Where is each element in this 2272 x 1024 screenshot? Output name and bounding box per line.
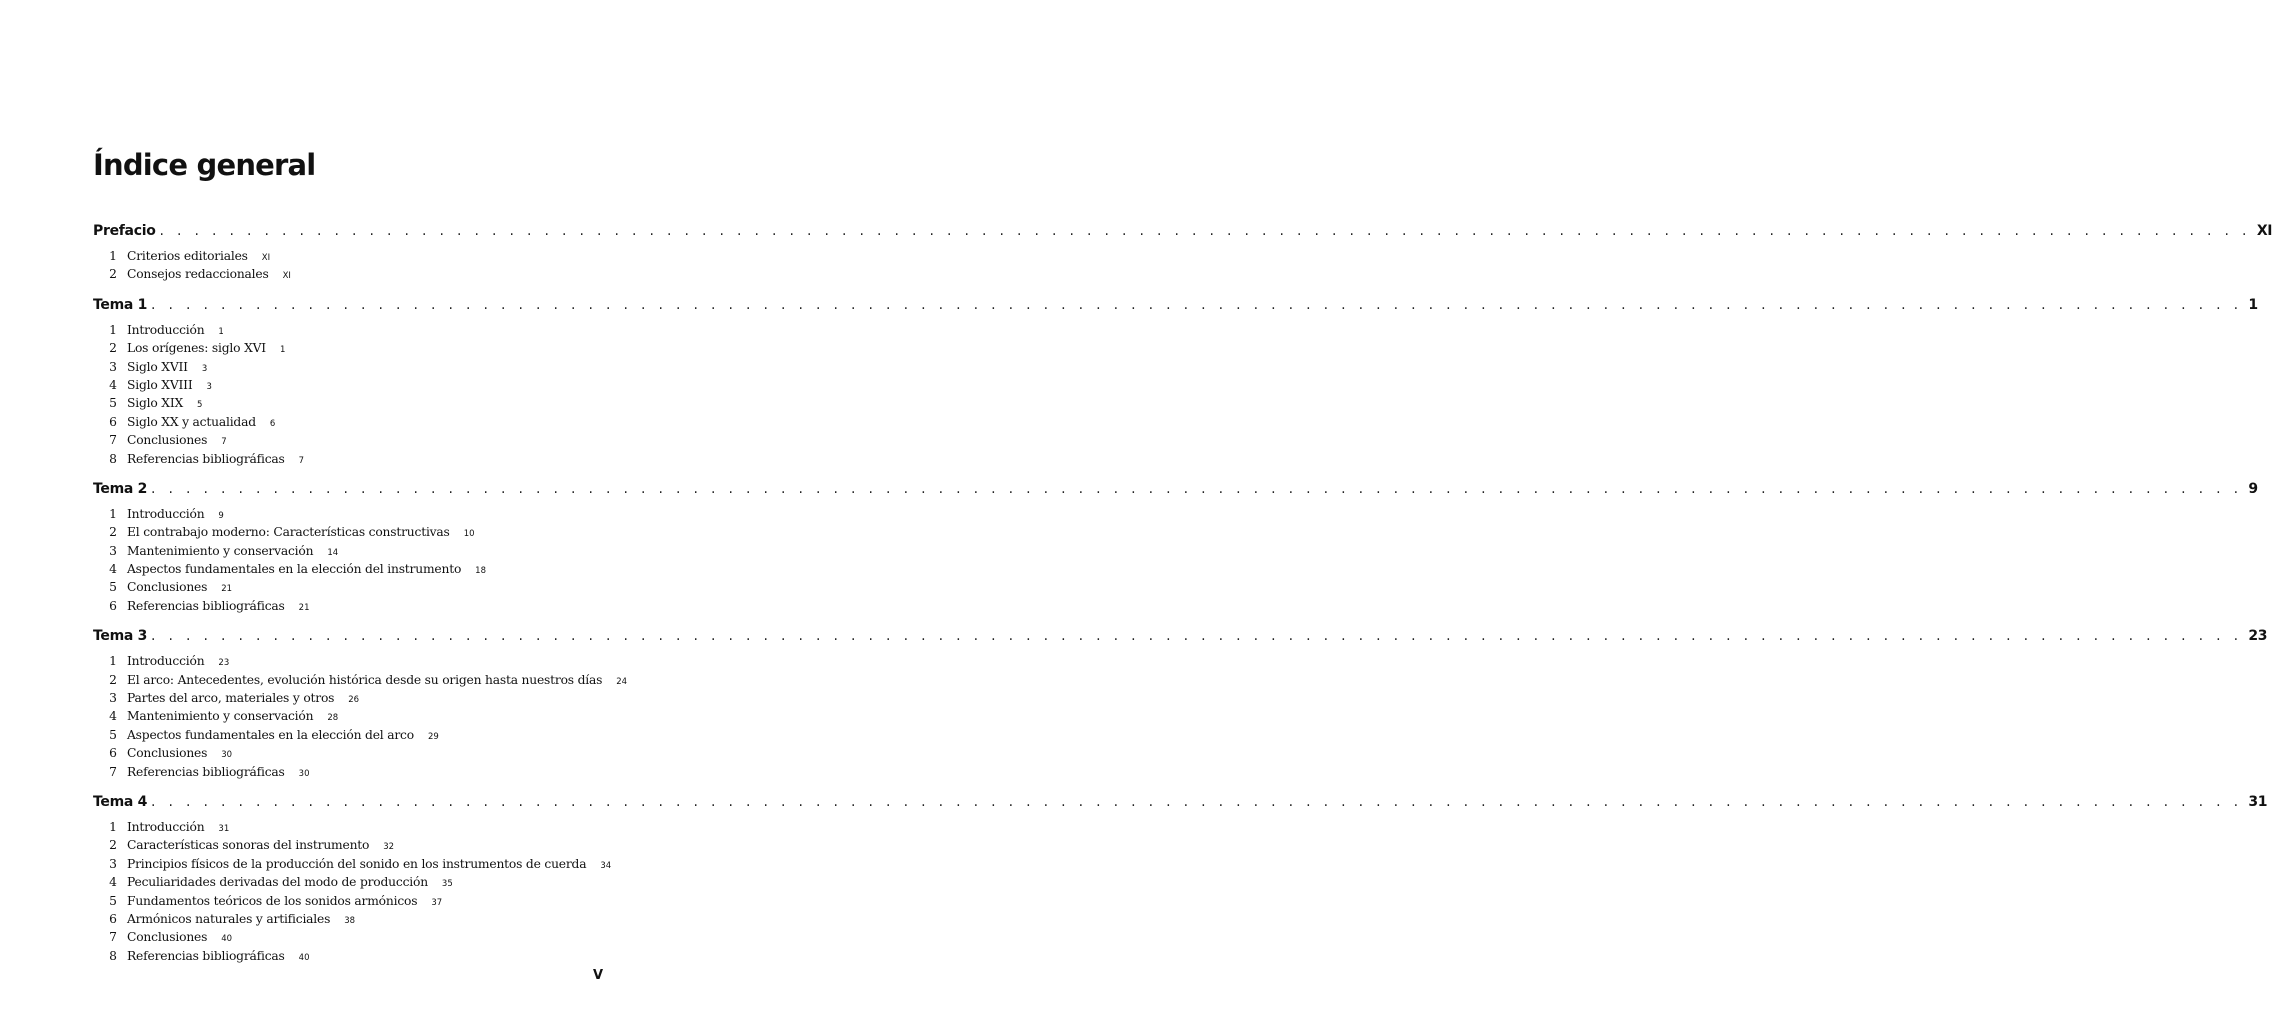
entry-title: Características sonoras del instrumento [127,838,370,853]
entry-title: Conclusiones [127,930,208,945]
entry-page-number: 18 [475,566,486,577]
toc-entry[interactable] [93,838,603,856]
toc-entry[interactable] [93,746,603,764]
toc-section [93,223,2272,286]
entry-title: Peculiaridades derivadas del modo de producción [127,875,428,890]
entry-page-number: 23 [218,658,230,669]
entry-number: 2 [109,341,117,356]
chapter-title: Tema 3 [93,628,148,645]
entry-page-number: 6 [269,418,276,429]
toc-entry[interactable] [93,360,603,378]
entry-page-number: 21 [221,584,233,595]
entry-page-number: XI [282,271,291,282]
chapter-page-number: 23 [2248,628,2268,645]
entry-number: 5 [109,893,117,908]
toc-entry[interactable] [93,599,603,617]
toc-entry[interactable] [93,507,603,525]
entry-number: 3 [109,359,117,374]
entry-title: Aspectos fundamentales en la elección del instrumento [127,562,462,577]
chapter-entry[interactable] [93,296,2258,323]
toc-entry[interactable] [93,728,603,746]
entry-number: 4 [109,377,117,392]
entry-page-number: 40 [298,952,310,963]
entry-title: Armónicos naturales y artificiales [127,911,331,926]
entry-number: 6 [109,598,117,613]
entry-number: 1 [109,249,117,263]
entry-page-number: 30 [221,750,233,761]
toc-entry[interactable] [93,396,603,414]
toc-entry[interactable] [93,415,603,433]
toc-entry[interactable] [93,856,612,875]
dot-leader: . . . . . . . . . . . . . . . . . . . . . . . . . . . . . . . . . . . . . . . . . . . . . . . . . . . . . . . . . . . . . . . . . . . . . . . . . . . . . . . . . . . . . . . . . . . . . . . . . . . . . . . . . . . . . . . . . . . . . . . . [159,223,2251,239]
entry-page-number: 9 [218,510,224,521]
chapter-page-number: 1 [2248,296,2258,313]
entry-number: 2 [109,267,117,282]
chapter-title: Tema 4 [93,793,148,810]
entry-number: 2 [109,838,117,853]
entry-title: Siglo XX y actualidad [127,414,256,429]
entry-title: Mantenimiento y conservación [127,543,314,558]
toc-entry[interactable] [93,525,603,543]
entry-number: 2 [109,525,117,540]
toc-entry[interactable] [93,691,603,709]
entry-number: 3 [109,856,117,871]
dot-leader: . . . . . . . . . . . . . . . . . . . . . . . . . . . . . . . . . . . . . . . . . . . . . . . . . . . . . . . . . . . . . . . . . . . . . . . . . . . . . . . . . . . . . . . . . . . . . . . . . . . . . . . . . . . . . . . . . . . . . . . . [151,296,2243,313]
toc-entry[interactable] [93,820,603,838]
chapter-entry[interactable] [93,793,2268,820]
entry-page-number: 7 [221,437,227,448]
entry-title: Introducción [127,506,205,521]
entry-number: 6 [109,746,117,761]
entry-number: 5 [109,396,117,411]
toc-section [93,296,2258,470]
entry-page-number: 34 [600,860,612,871]
entry-title: Mantenimiento y conservación [127,709,314,724]
entry-page-number: 1 [279,345,286,356]
toc-section [93,628,2268,783]
entry-title: Consejos redaccionales [127,267,269,282]
entry-number: 6 [109,911,117,926]
entry-page-number: 38 [344,915,356,926]
entry-title: El arco: Antecedentes, evolución histórica desde su origen hasta nuestros días [127,672,603,687]
entry-title: Conclusiones [127,746,208,761]
entry-number: 4 [109,709,117,724]
entry-page-number: 35 [441,879,453,890]
toc-entry[interactable] [93,912,603,930]
entry-title: Referencias bibliográficas [127,598,285,613]
dot-leader: . . . . . . . . . . . . . . . . . . . . . . . . . . . . . . . . . . . . . . . . . . . . . . . . . . . . . . . . . . . . . . . . . . . . . . . . . . . . . . . . . . . . . . . . . . . . . . . . . . . . . . . . . . . . . . . . . . . . . . . . [151,480,2243,497]
entry-title: El contrabajo moderno: Características constructivas [127,525,450,540]
entry-number: 8 [109,451,117,466]
chapter-title: Tema 2 [93,480,148,497]
toc-entry[interactable] [93,894,603,912]
dot-leader: . . . . . . . . . . . . . . . . . . . . . . . . . . . . . . . . . . . . . . . . . . . . . . . . . . . . . . . . . . . . . . . . . . . . . . . . . . . . . . . . . . . . . . . . . . . . . . . . . . . . . . . . . . . . . . . . . . . . . . . . [151,793,2243,810]
section-gap [93,783,603,794]
toc-entry[interactable] [93,672,628,691]
entry-page-number: 40 [221,934,233,945]
entry-number: 7 [109,433,117,448]
chapter-page-number: XI [2256,223,2272,239]
chapter-page-number: 9 [2248,480,2258,497]
toc-entry[interactable] [93,875,603,893]
entry-title: Fundamentos teóricos de los sonidos armónicos [127,893,418,908]
entry-page-number: 1 [218,326,224,337]
entry-number: 4 [109,875,117,890]
toc-entry[interactable] [93,249,603,267]
entry-title: Conclusiones [127,433,208,448]
entry-number: 7 [109,930,117,945]
entry-page-number: 24 [616,676,628,687]
chapter-entry[interactable] [93,628,2268,654]
chapter-entry[interactable] [93,223,2272,249]
toc-entry[interactable] [93,544,603,562]
toc-entry[interactable] [93,580,603,598]
entry-number: 6 [109,414,117,429]
toc-entry[interactable] [93,341,603,359]
entry-title: Principios físicos de la producción del sonido en los instrumentos de cuerda [127,856,587,871]
entry-page-number: 31 [218,823,230,834]
entry-title: Siglo XIX [127,396,184,411]
chapter-title: Prefacio [93,223,156,239]
entry-page-number: 30 [298,768,310,779]
entry-page-number: 26 [348,695,360,706]
toc-section [93,480,2258,617]
dot-leader: . . . . . . . . . . . . . . . . . . . . . . . . . . . . . . . . . . . . . . . . . . . . . . . . . . . . . . . . . . . . . . . . . . . . . . . . . . . . . . . . . . . . . . . . . . . . . . . . . . . . . . . . . . . . . . . . . . . . . . . . [151,628,2243,645]
entry-page-number: 5 [197,400,203,411]
entry-page-number: 3 [201,363,208,374]
toc-section [93,793,2268,967]
table-of-contents [93,223,2272,967]
entry-page-number: 7 [298,455,305,466]
entry-title: Conclusiones [127,580,208,595]
entry-title: Aspectos fundamentales en la elección del arco [127,727,414,742]
entry-page-number: 28 [327,713,339,724]
toc-entry[interactable] [93,930,603,948]
page-title: Índice general [93,148,316,182]
entry-title: Introducción [127,322,205,337]
entry-title: Partes del arco, materiales y otros [127,691,335,706]
entry-number: 3 [109,543,117,558]
entry-title: Referencias bibliográficas [127,948,285,963]
entry-number: 8 [109,948,117,963]
entry-number: 5 [109,580,117,595]
entry-page-number: 32 [383,842,395,853]
toc-entry[interactable] [93,433,603,451]
page-number: V [592,968,603,983]
toc-entry[interactable] [93,709,603,727]
toc-entry[interactable] [93,323,603,341]
entry-title: Siglo XVII [127,359,188,374]
entry-number: 1 [109,322,117,337]
entry-page-number: 37 [431,897,443,908]
toc-entry[interactable] [93,654,603,672]
entry-title: Referencias bibliográficas [127,451,285,466]
entry-number: 5 [109,727,117,742]
chapter-page-number: 31 [2248,793,2268,810]
entry-number: 1 [109,506,117,521]
entry-page-number: 3 [206,381,212,392]
toc-entry[interactable] [93,378,603,396]
toc-entry[interactable] [93,949,603,967]
section-gap [93,617,603,628]
entry-number: 7 [109,764,117,779]
entry-number: 2 [109,672,117,687]
entry-title: Los orígenes: siglo XVI [127,341,266,356]
entry-number: 1 [109,654,117,669]
entry-number: 3 [109,691,117,706]
section-gap [93,470,603,481]
entry-page-number: 21 [298,602,310,613]
entry-title: Introducción [127,654,205,669]
entry-number: 4 [109,562,117,577]
entry-title: Siglo XVIII [127,377,193,392]
entry-number: 1 [109,819,117,834]
entry-page-number: XI [261,253,271,263]
entry-title: Referencias bibliográficas [127,764,285,779]
entry-page-number: 10 [463,529,475,540]
section-gap [93,286,603,297]
entry-page-number: 14 [327,547,339,558]
chapter-title: Tema 1 [93,296,148,313]
toc-entry[interactable] [93,452,603,470]
entry-title: Introducción [127,819,205,834]
entry-page-number: 29 [427,731,439,742]
toc-entry[interactable] [93,765,603,783]
toc-entry[interactable] [93,562,603,580]
chapter-entry[interactable] [93,480,2258,507]
entry-title: Criterios editoriales [127,249,248,263]
toc-entry[interactable] [93,267,603,285]
